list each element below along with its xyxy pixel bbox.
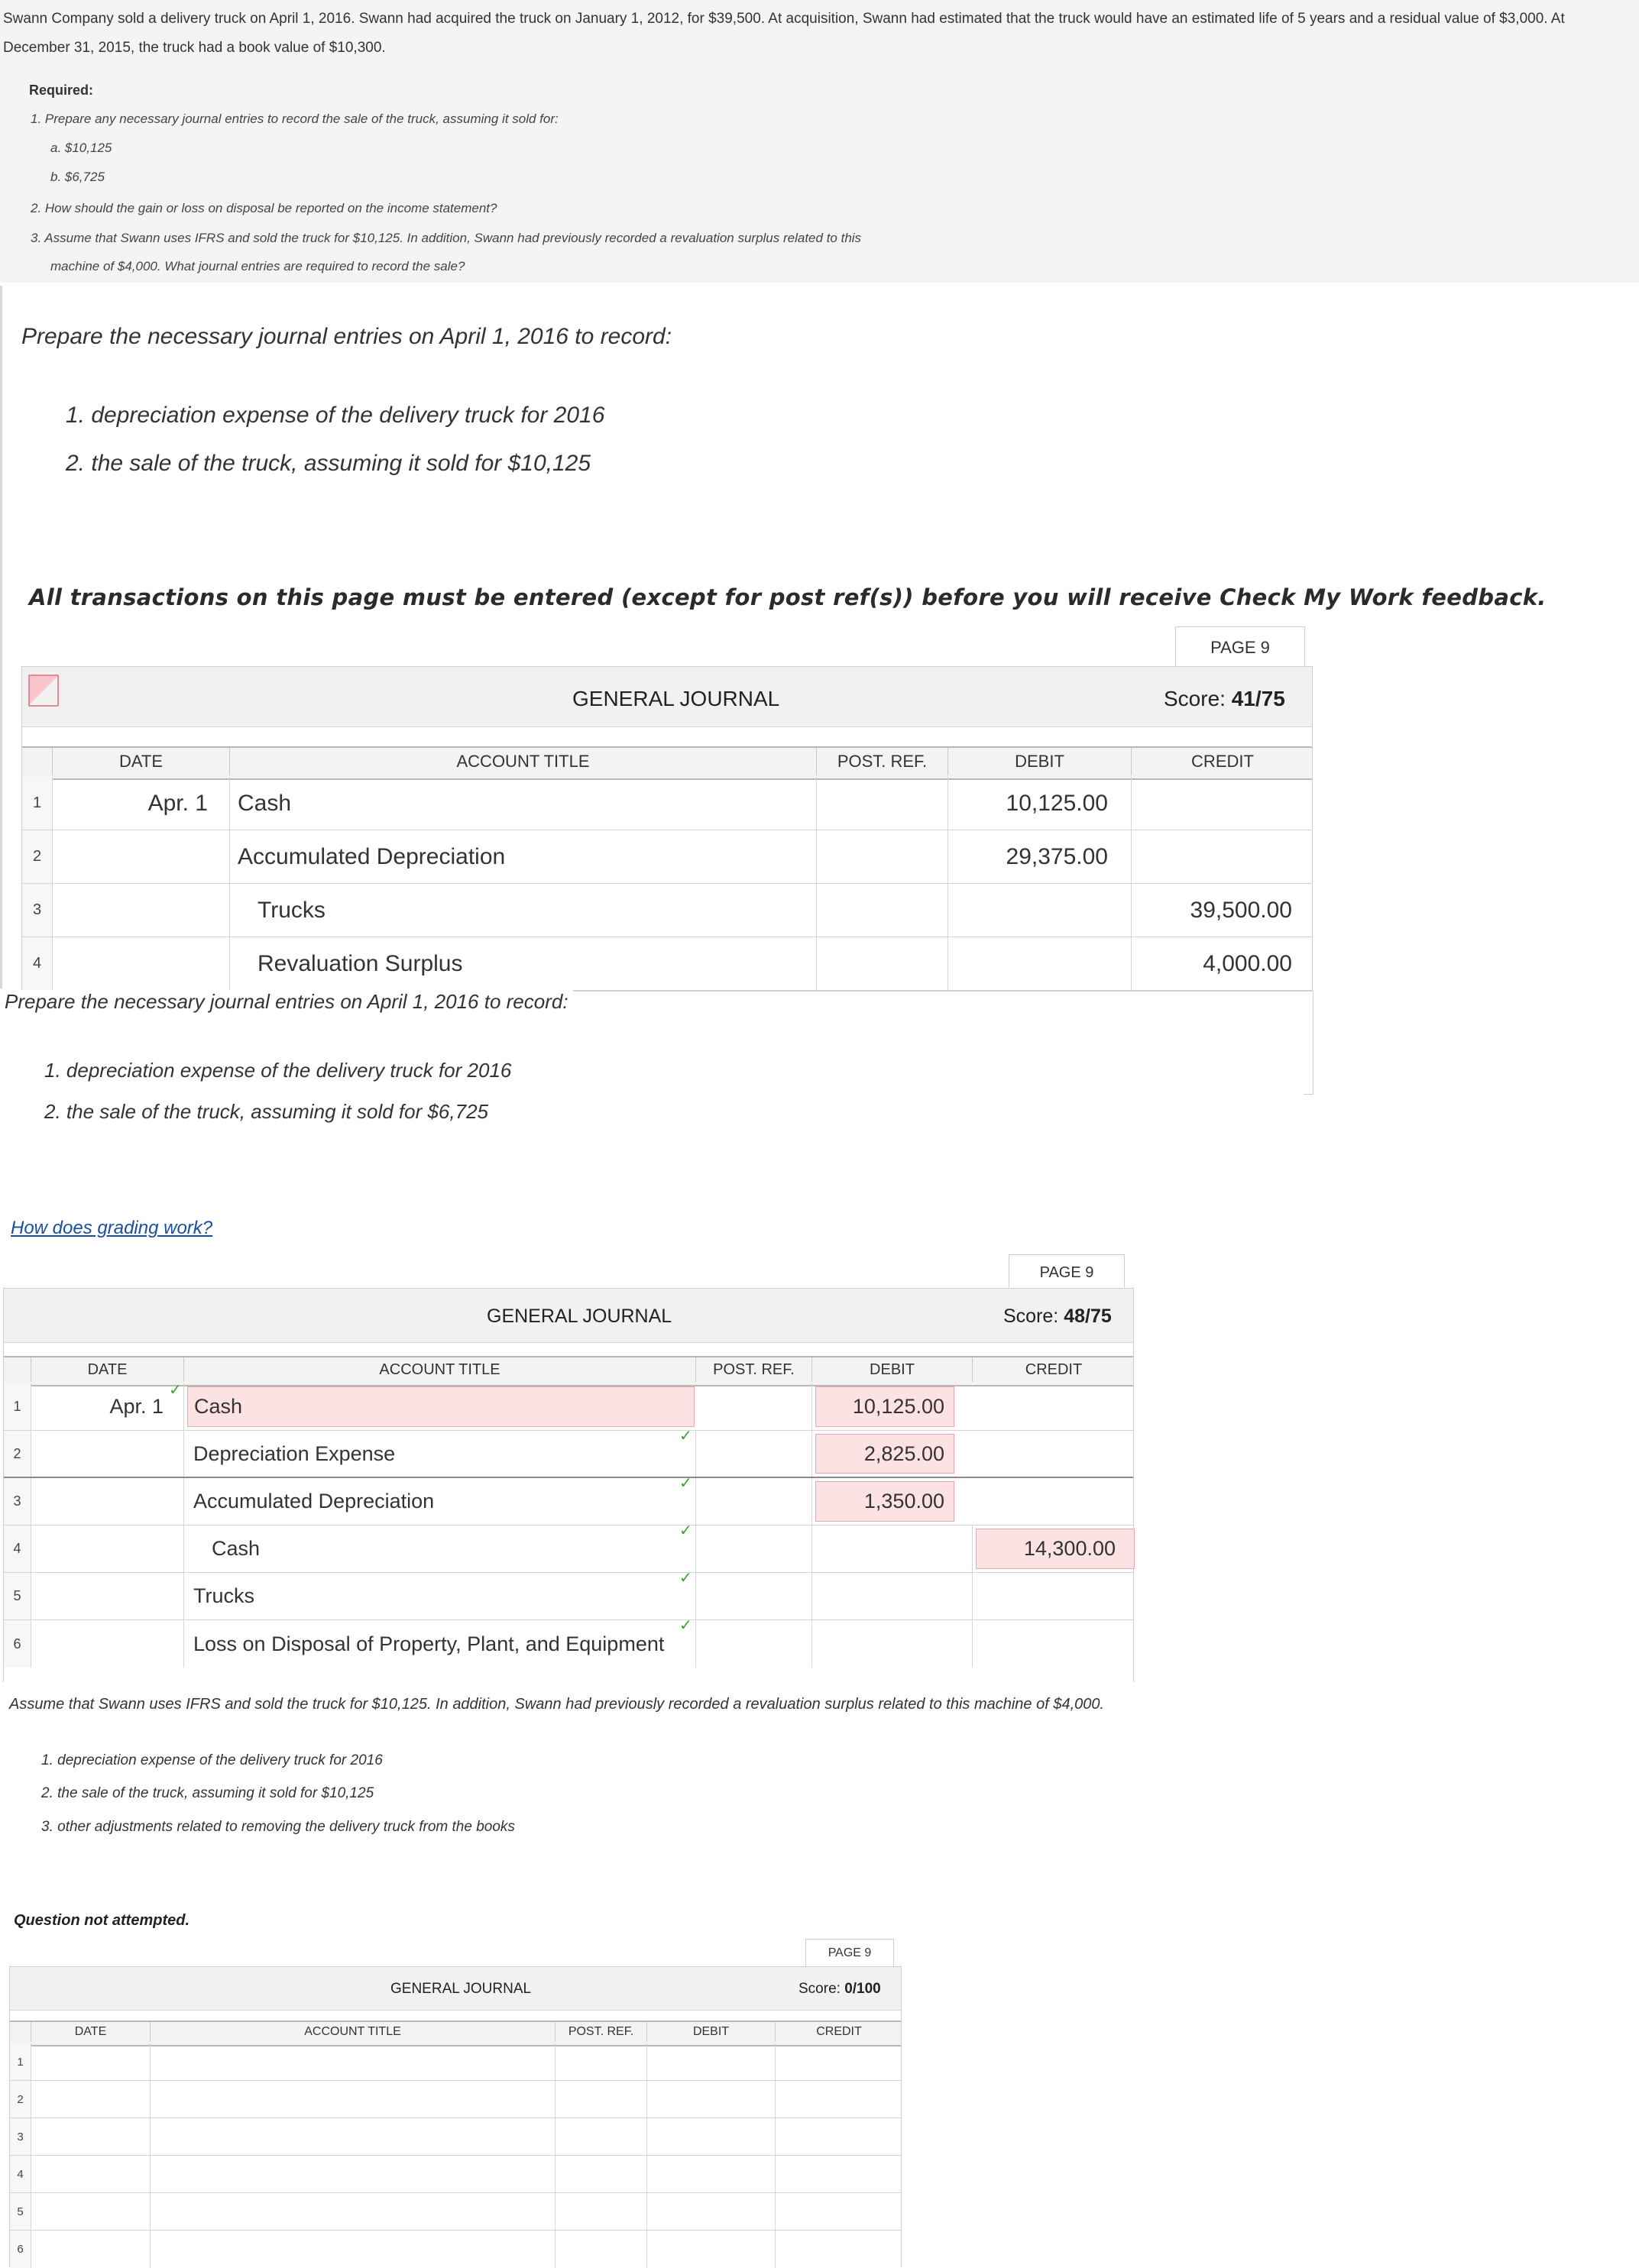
part3-title: Assume that Swann uses IFRS and sold the truck for $10,125. In addition, Swann had previously recorded a revaluation surplus related to this machine of $4,000. xyxy=(9,1696,1105,1713)
journal-row xyxy=(10,2043,901,2081)
part3-item-2: 2. the sale of the truck, assuming it sold for $10,125 xyxy=(41,1785,374,1801)
row-number: 4 xyxy=(22,937,53,990)
general-journal-1 xyxy=(21,666,1313,992)
date-cell[interactable] xyxy=(31,2043,151,2080)
journal-row xyxy=(10,2193,901,2231)
row-number: 3 xyxy=(10,2118,31,2155)
debit-cell[interactable] xyxy=(647,2156,776,2192)
journal-row xyxy=(22,937,1312,991)
date-cell[interactable] xyxy=(31,1478,184,1525)
row-number: 1 xyxy=(22,777,53,830)
col-credit: CREDIT xyxy=(1191,752,1254,771)
page-tab: PAGE 9 xyxy=(1175,626,1305,668)
journal-row xyxy=(10,2081,901,2118)
debit-cell[interactable] xyxy=(647,2043,776,2080)
debit-cell[interactable] xyxy=(812,1573,973,1619)
account-cell[interactable]: Revaluation Surplus xyxy=(230,937,817,990)
correct-check-icon: ✓ xyxy=(679,1428,692,1445)
date-cell[interactable] xyxy=(31,2156,151,2192)
correct-check-icon: ✓ xyxy=(679,1522,692,1539)
col-debit: DEBIT xyxy=(647,2022,776,2042)
account-cell[interactable]: Trucks xyxy=(184,1573,696,1619)
journal-row xyxy=(4,1428,1133,1478)
credit-cell[interactable]: 4,000.00 xyxy=(1203,950,1292,976)
post-ref-cell[interactable] xyxy=(696,1478,812,1525)
post-ref-cell[interactable] xyxy=(696,1620,812,1668)
date-cell[interactable] xyxy=(31,2231,151,2268)
credit-cell[interactable] xyxy=(973,1478,1135,1525)
journal-row xyxy=(22,884,1312,937)
col-date: DATE xyxy=(31,2022,151,2042)
account-cell[interactable] xyxy=(151,2156,556,2192)
account-cell[interactable]: Cash xyxy=(184,1525,696,1572)
row-number: 2 xyxy=(10,2081,31,2118)
account-cell[interactable] xyxy=(151,2043,556,2080)
journal-row xyxy=(4,1383,1133,1431)
page-tab: PAGE 9 xyxy=(1009,1254,1125,1289)
credit-cell[interactable] xyxy=(973,1383,1135,1430)
col-account: ACCOUNT TITLE xyxy=(230,748,817,775)
debit-cell[interactable] xyxy=(647,2118,776,2155)
score-value: 0/100 xyxy=(844,1981,881,1997)
col-account: ACCOUNT TITLE xyxy=(151,2022,556,2042)
row-number: 1 xyxy=(10,2043,31,2080)
part1-title: Prepare the necessary journal entries on April 1, 2016 to record: xyxy=(21,324,672,349)
journal-row xyxy=(10,2156,901,2193)
page-tab: PAGE 9 xyxy=(805,1939,894,1966)
credit-cell[interactable] xyxy=(1132,777,1313,830)
general-journal-2 xyxy=(3,1288,1134,1682)
account-cell[interactable]: Trucks xyxy=(230,884,817,937)
credit-cell[interactable] xyxy=(776,2156,902,2192)
correct-check-icon: ✓ xyxy=(679,1617,692,1634)
credit-cell[interactable] xyxy=(973,1573,1135,1619)
credit-cell[interactable] xyxy=(776,2193,902,2230)
row-number: 4 xyxy=(10,2156,31,2192)
account-cell[interactable]: Cash xyxy=(230,777,817,830)
debit-cell[interactable]: 10,125.00 xyxy=(815,1386,954,1427)
part3-item-1: 1. depreciation expense of the delivery truck for 2016 xyxy=(41,1752,383,1768)
journal-title: GENERAL JOURNAL xyxy=(390,1981,532,1997)
date-cell[interactable] xyxy=(53,937,230,990)
row-number: 5 xyxy=(10,2193,31,2230)
debit-cell[interactable] xyxy=(647,2081,776,2118)
post-ref-cell[interactable] xyxy=(556,2043,647,2080)
col-date: DATE xyxy=(53,748,230,775)
credit-cell[interactable] xyxy=(776,2118,902,2155)
check-work-notice: All transactions on this page must be entered (except for post ref(s)) before you will receive Check My Work feedback. xyxy=(29,584,1547,610)
section-divider xyxy=(0,286,2,988)
row-number: 3 xyxy=(4,1478,31,1525)
part1-item-1: 1. depreciation expense of the delivery truck for 2016 xyxy=(66,403,605,428)
col-debit: DEBIT xyxy=(948,748,1132,775)
row-number: 2 xyxy=(22,830,53,883)
post-ref-cell[interactable] xyxy=(696,1431,812,1477)
post-ref-cell[interactable] xyxy=(556,2081,647,2118)
required-label: Required: xyxy=(29,83,94,98)
col-num xyxy=(22,748,53,775)
credit-cell[interactable]: 14,300.00 xyxy=(976,1529,1135,1569)
date-cell[interactable]: Apr. 1 xyxy=(53,777,230,830)
part1b-title: Prepare the necessary journal entries on April 1, 2016 to record: xyxy=(5,990,573,1014)
account-cell[interactable]: Loss on Disposal of Property, Plant, and Equipment xyxy=(184,1620,696,1668)
row-number: 6 xyxy=(10,2231,31,2268)
post-ref-cell[interactable] xyxy=(817,937,948,990)
col-post-ref: POST. REF. xyxy=(556,2022,647,2042)
row-number: 3 xyxy=(22,884,53,937)
date-cell[interactable] xyxy=(31,1573,184,1619)
journal-header xyxy=(10,1967,901,2011)
credit-cell[interactable] xyxy=(776,2231,902,2268)
journal-title: GENERAL JOURNAL xyxy=(487,1305,672,1327)
date-cell[interactable] xyxy=(31,1525,184,1572)
requirement-1a: a. $10,125 xyxy=(50,141,112,155)
debit-cell[interactable] xyxy=(948,937,1132,990)
debit-cell[interactable] xyxy=(647,2193,776,2230)
grading-help-link[interactable]: How does grading work? xyxy=(11,1218,213,1238)
score-label: Score: xyxy=(1164,687,1226,710)
date-cell[interactable] xyxy=(31,2118,151,2155)
post-ref-cell[interactable] xyxy=(817,830,948,883)
col-post-ref: POST. REF. xyxy=(696,1357,812,1382)
row-number: 1 xyxy=(4,1383,31,1430)
debit-cell[interactable]: 2,825.00 xyxy=(815,1434,954,1474)
bookmark-flag-icon[interactable] xyxy=(28,675,59,707)
score-label: Score: xyxy=(798,1981,841,1997)
date-cell[interactable] xyxy=(53,884,230,937)
post-ref-cell[interactable] xyxy=(556,2118,647,2155)
score xyxy=(1164,687,1285,711)
problem-text: Swann Company sold a delivery truck on April 1, 2016. Swann had acquired the truck on January 1, 2012, for $39,500. At acquisition, Swann had estimated that the truck would have an estimated life of 5 years and a residual value of $3,000. At December 31, 2015, the truck had a book value of $10,300. xyxy=(3,11,1565,56)
requirement-1: 1. Prepare any necessary journal entries to record the sale of the truck, assuming it sold for: xyxy=(31,112,559,126)
journal-row xyxy=(10,2231,901,2268)
date-cell[interactable] xyxy=(31,1431,184,1477)
part1-item-2: 2. the sale of the truck, assuming it sold for $10,125 xyxy=(66,451,591,476)
account-cell[interactable]: Cash xyxy=(187,1386,695,1427)
post-ref-cell[interactable] xyxy=(817,884,948,937)
correct-check-icon: ✓ xyxy=(169,1382,182,1399)
col-credit: CREDIT xyxy=(816,2025,862,2038)
account-cell[interactable] xyxy=(151,2231,556,2268)
journal-header xyxy=(4,1289,1133,1343)
row-number: 6 xyxy=(4,1620,31,1668)
score-label: Score: xyxy=(1003,1305,1059,1327)
journal-row xyxy=(10,2118,901,2156)
journal-row xyxy=(22,830,1312,884)
debit-cell[interactable] xyxy=(948,884,1132,937)
general-journal-3 xyxy=(9,1966,902,2267)
account-cell[interactable] xyxy=(151,2081,556,2118)
debit-cell[interactable] xyxy=(647,2231,776,2268)
date-cell[interactable]: Apr. 1 xyxy=(31,1383,184,1430)
post-ref-cell[interactable] xyxy=(556,2231,647,2268)
requirement-1b: b. $6,725 xyxy=(50,170,105,184)
post-ref-cell[interactable] xyxy=(556,2156,647,2192)
debit-cell[interactable]: 10,125.00 xyxy=(948,777,1132,830)
account-cell[interactable]: Accumulated Depreciation xyxy=(184,1478,696,1525)
journal-title: GENERAL JOURNAL xyxy=(572,687,780,710)
column-headers xyxy=(22,746,1312,780)
correct-check-icon: ✓ xyxy=(679,1570,692,1587)
part1b-item-2: 2. the sale of the truck, assuming it sold for $6,725 xyxy=(44,1100,488,1123)
requirement-3: 3. Assume that Swann uses IFRS and sold the truck for $10,125. In addition, Swann had previously recorded a revaluation surplus related to this xyxy=(31,231,862,245)
date-cell[interactable] xyxy=(31,2193,151,2230)
post-ref-cell[interactable] xyxy=(696,1573,812,1619)
credit-cell[interactable] xyxy=(776,2043,902,2080)
debit-cell[interactable]: 29,375.00 xyxy=(948,830,1132,883)
credit-cell[interactable]: 39,500.00 xyxy=(1190,897,1292,923)
date-cell[interactable] xyxy=(31,2081,151,2118)
credit-cell[interactable] xyxy=(973,1431,1135,1477)
col-post-ref: POST. REF. xyxy=(817,748,948,775)
post-ref-cell[interactable] xyxy=(817,777,948,830)
part3-item-3: 3. other adjustments related to removing the delivery truck from the books xyxy=(41,1819,515,1835)
post-ref-cell[interactable] xyxy=(696,1383,812,1430)
requirement-3-cont: machine of $4,000. What journal entries are required to record the sale? xyxy=(50,259,465,273)
col-debit: DEBIT xyxy=(812,1357,973,1382)
correct-check-icon: ✓ xyxy=(679,1475,692,1492)
col-date: DATE xyxy=(31,1357,184,1382)
date-cell[interactable] xyxy=(53,830,230,883)
score xyxy=(798,1981,881,1998)
journal-row xyxy=(4,1617,1133,1668)
col-num xyxy=(4,1357,31,1382)
credit-cell[interactable] xyxy=(1132,830,1313,883)
account-cell[interactable] xyxy=(151,2118,556,2155)
account-cell[interactable] xyxy=(151,2193,556,2230)
col-num xyxy=(10,2022,31,2042)
post-ref-cell[interactable] xyxy=(556,2193,647,2230)
requirement-2: 2. How should the gain or loss on disposal be reported on the income statement? xyxy=(31,201,497,215)
debit-cell[interactable]: 1,350.00 xyxy=(815,1481,954,1522)
journal-row xyxy=(4,1522,1133,1573)
journal-row xyxy=(22,777,1312,830)
row-number: 2 xyxy=(4,1431,31,1477)
debit-cell[interactable] xyxy=(812,1525,973,1572)
journal-row xyxy=(4,1475,1133,1525)
credit-cell[interactable] xyxy=(776,2081,902,2118)
credit-cell[interactable] xyxy=(973,1620,1135,1668)
account-cell[interactable]: Depreciation Expense xyxy=(184,1431,696,1477)
journal-scroll-edge xyxy=(1304,992,1313,1095)
row-number: 4 xyxy=(4,1525,31,1572)
journal-header xyxy=(22,667,1312,727)
col-credit: CREDIT xyxy=(1025,1361,1083,1378)
attempt-status: Question not attempted. xyxy=(14,1912,189,1929)
account-cell[interactable]: Accumulated Depreciation xyxy=(230,830,817,883)
score-value: 48/75 xyxy=(1064,1305,1112,1327)
journal-row xyxy=(4,1570,1133,1620)
post-ref-cell[interactable] xyxy=(696,1525,812,1572)
part1b-item-1: 1. depreciation expense of the delivery truck for 2016 xyxy=(44,1059,512,1082)
debit-cell[interactable] xyxy=(812,1620,973,1668)
column-headers xyxy=(10,2020,901,2046)
row-number: 5 xyxy=(4,1573,31,1619)
score-value: 41/75 xyxy=(1231,687,1285,710)
score xyxy=(1003,1305,1112,1328)
col-account: ACCOUNT TITLE xyxy=(184,1357,696,1382)
date-cell[interactable] xyxy=(31,1620,184,1668)
